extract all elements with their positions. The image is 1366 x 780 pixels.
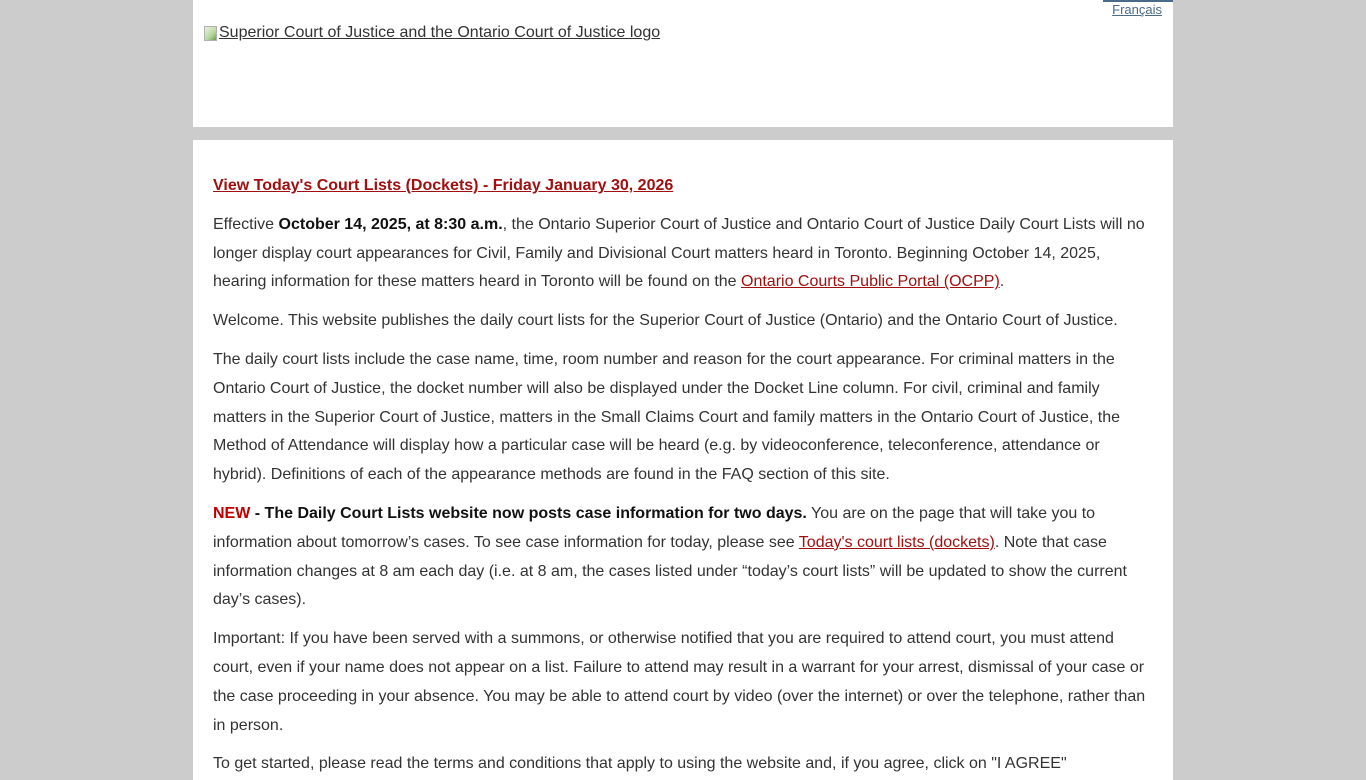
header bbox=[193, 0, 1173, 127]
logo-alt-text: Superior Court of Justice and the Ontario Court of Justice logo bbox=[219, 24, 661, 41]
court-logo-link[interactable] bbox=[203, 24, 660, 42]
effective-date: October 14, 2025, at 8:30 a.m. bbox=[278, 215, 503, 233]
francais-link[interactable]: Français bbox=[1112, 2, 1162, 17]
todays-court-lists-link[interactable]: Today's court lists (dockets) bbox=[798, 533, 995, 551]
effective-notice-paragraph: Effective October 14, 2025, at 8:30 a.m., the Ontario Superior Court of Justice and Ontario Court of Justice Daily Court Lists will no longer display court appearances for Civil, Family and Divisional Court matters heard in Toronto. Beginning October 14, 2025, hearing information for these matters heard in Toronto will be found on the Ontario Courts Public Portal (OCPP). bbox=[213, 215, 1145, 291]
new-badge: NEW bbox=[213, 504, 251, 522]
view-todays-court-lists-link[interactable]: View Today's Court Lists (Dockets) - Friday January 30, 2026 bbox=[213, 177, 674, 194]
ocpp-link[interactable]: Ontario Courts Public Portal (OCPP) bbox=[741, 273, 1000, 291]
broken-image-icon bbox=[203, 25, 217, 41]
court-lists-description-paragraph: The daily court lists include the case name, time, room number and reason for the court appearance. For criminal matters in the Ontario Court of Justice, the docket number will also be displayed under the Docket Line column. For civil, criminal and family matters in the Superior Court of Justice, matters in the Small Claims Court and family matters in the Ontario Court of Justice, the Method of Attendance will display how a particular case will be heard (e.g. by videoconference, teleconference, attendance or hybrid). Definitions of each of the appearance methods are found in the FAQ section of this site. bbox=[213, 350, 1121, 484]
new-two-days-paragraph: NEW - The Daily Court Lists website now posts case information for two days. You are on the page that will take you to information about tomorrow’s cases. To see case information for today, please see Today's court lists (dockets). Note that case information changes at 8 am each day (i.e. at 8 am, the cases listed under “today’s court lists” will be updated to show the current day’s cases). bbox=[213, 504, 1127, 609]
main-content bbox=[193, 140, 1173, 780]
get-started-paragraph: To get started, please read the terms and conditions that apply to using the website and, if you agree, click on "I AGREE" bbox=[213, 755, 1067, 773]
important-notice-paragraph: Important: If you have been served with a summons, or otherwise notified that you are required to attend court, you must attend court, even if your name does not appear on a list. Failure to attend may result in a warrant for your arrest, dismissal of your case or the case proceeding in your absence. You may be able to attend court by video (over the internet) or over the telephone, rather than in person. bbox=[213, 630, 1146, 734]
welcome-paragraph: Welcome. This website publishes the daily court lists for the Superior Court of Justice (Ontario) and the Ontario Court of Justice. bbox=[213, 312, 1118, 330]
